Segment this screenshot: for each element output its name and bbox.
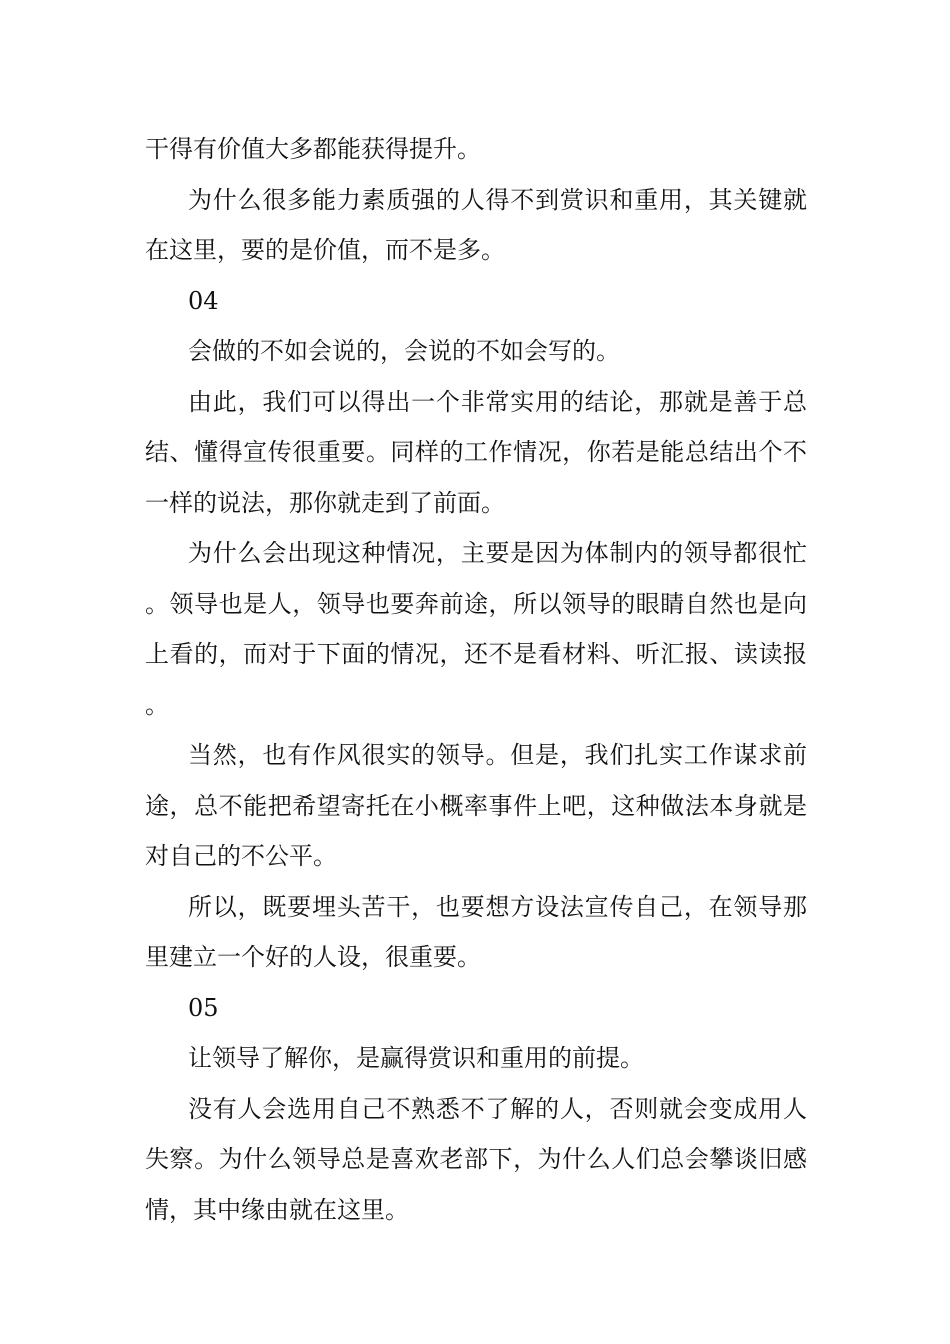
paragraph-continuation: 干得有价值大多都能获得提升。 [145, 135, 481, 163]
section-number: 05 [188, 993, 219, 1022]
paragraph: 所以，既要埋头苦干，也要想方设法宣传自己，在领导那里建立一个好的人设，很重要。 [145, 892, 807, 971]
document-body [145, 124, 807, 1235]
section-lead: 让领导了解你，是赢得赏识和重用的前提。 [188, 1044, 644, 1072]
paragraph: 当然，也有作风很实的领导。但是，我们扎实工作谋求前途，总不能把希望寄托在小概率事件上吧，这种做法本身就是对自己的不公平。 [145, 741, 807, 870]
paragraph: 为什么会出现这种情况，主要是因为体制内的领导都很忙。领导也是人，领导也要奔前途，所以领导的眼睛自然也是向上看的，而对于下面的情况，还不是看材料、听汇报、读读报。 [145, 539, 807, 719]
paragraph: 由此，我们可以得出一个非常实用的结论，那就是善于总结、懂得宣传很重要。同样的工作情况，你若是能总结出个不一样的说法，那你就走到了前面。 [145, 387, 807, 517]
paragraph: 没有人会选用自己不熟悉不了解的人，否则就会变成用人失察。为什么领导总是喜欢老部下，为什么人们总会攀谈旧感情，其中缘由就在这里。 [145, 1094, 807, 1224]
section-lead: 会做的不如会说的，会说的不如会写的。 [188, 337, 620, 365]
paragraph: 为什么很多能力素质强的人得不到赏识和重用，其关键就在这里，要的是价值，而不是多。 [145, 185, 807, 264]
section-number: 04 [188, 286, 219, 315]
